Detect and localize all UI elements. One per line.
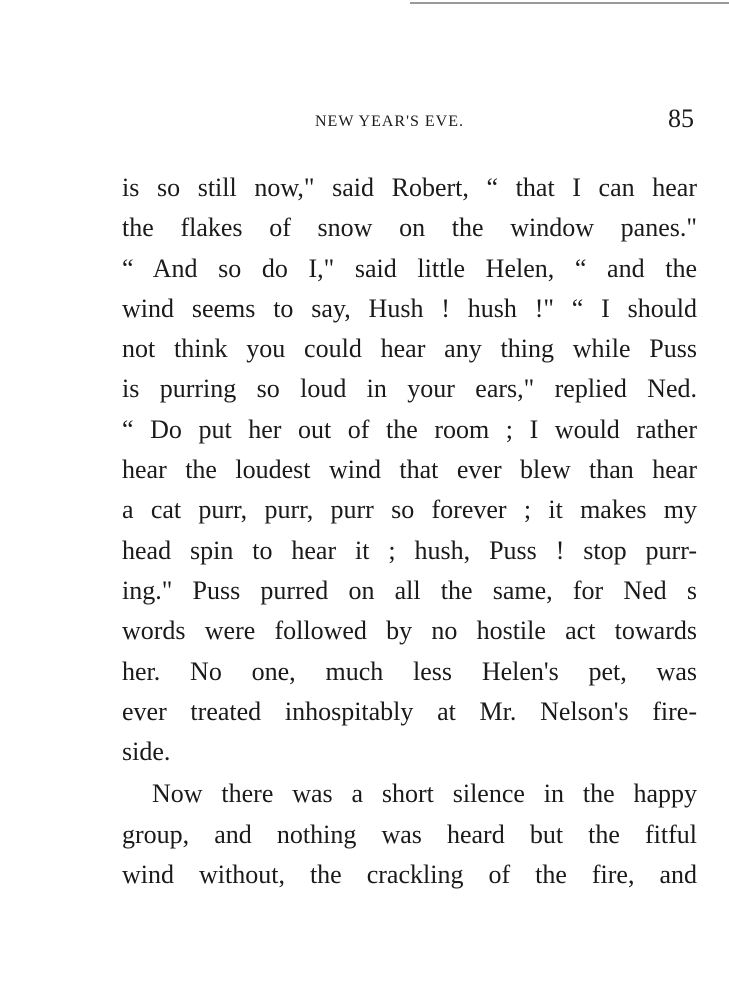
text-line: the flakes of snow on the window panes." [122, 213, 697, 243]
text-line: “ Do put her out of the room ; I would rather [122, 414, 697, 444]
text-line: Now there was a short silence in the happy [152, 779, 697, 809]
text-line: is so still now," said Robert, “ that I can hear [122, 173, 697, 202]
page-number: 85 [668, 104, 694, 133]
text-line: words were followed by no hostile act towards [122, 616, 697, 646]
top-edge-rule [410, 2, 729, 4]
text-line: wind seems to say, Hush ! hush !" “ I should [122, 293, 697, 323]
text-line: ing." Puss purred on all the same, for Ned s [122, 575, 697, 605]
text-line: hear the loudest wind that ever blew than hear [122, 455, 697, 485]
text-line: head spin to hear it ; hush, Puss ! stop purr- [122, 535, 697, 565]
text-line: group, and nothing was heard but the fitful [122, 819, 697, 849]
text-line: her. No one, much less Helen's pet, was [122, 656, 697, 686]
text-line: not think you could hear any thing while Puss [122, 334, 697, 364]
text-line: is purring so loud in your ears," replied Ned. [122, 374, 697, 404]
text-line: ever treated inhospitably at Mr. Nelson's fire- [122, 696, 697, 726]
body-text [122, 168, 697, 895]
running-title: NEW YEAR'S EVE. [315, 113, 464, 130]
text-line: “ And so do I," said little Helen, “ and the [122, 253, 697, 283]
paragraph [122, 774, 697, 895]
paragraph [122, 168, 697, 772]
running-head [0, 104, 729, 138]
text-line: side. [122, 737, 171, 767]
text-line: wind without, the crackling of the fire, and [122, 860, 697, 890]
text-line: a cat purr, purr, purr so forever ; it makes my [122, 495, 697, 525]
